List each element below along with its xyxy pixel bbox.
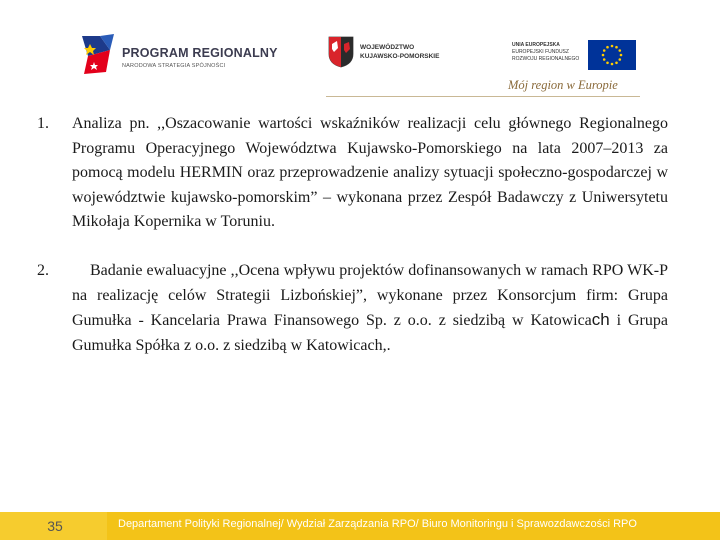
page-number: 35	[47, 518, 63, 534]
header-divider	[326, 96, 640, 97]
slogan: Mój region w Europie	[508, 78, 618, 92]
wojewodztwo-line1: WOJEWÓDZTWO	[360, 44, 415, 51]
eu-logo-text	[512, 42, 579, 63]
logo-bar	[0, 0, 720, 100]
footer-text: Departament Polityki Regionalnej/ Wydział Zarządzania RPO/ Biuro Monitoringu i Sprawozdawczości RPO	[118, 518, 637, 530]
program-regionalny-title: PROGRAM REGIONALNY	[122, 46, 278, 60]
wojewodztwo-line2: KUJAWSKO-POMORSKIE	[360, 53, 440, 60]
program-regionalny-subtitle: NARODOWA STRATEGIA SPÓJNOŚCI	[122, 63, 226, 69]
wojewodztwo-text	[360, 43, 439, 61]
eu-logo-line2: EUROPEJSKI FUNDUSZ	[512, 49, 569, 55]
eu-logo-line3: ROZWOJU REGIONALNEGO	[512, 56, 580, 62]
program-regionalny-mark-icon	[80, 30, 116, 78]
list-item-text: Badanie ewaluacyjne ,,Ocena wpływu projektów dofinansowanych w ramach RPO WK-P na realizację celów Strategii Lizbońskiej”, wykonane przez Konsorcjum firm: Grupa Gumułka - Kancelaria Prawa Finansowego Sp. z o.o. z siedzibą w Katowica	[72, 261, 668, 330]
list-item-text: Analiza pn. ,,Oszacowanie wartości wskaźników realizacji celu głównego Regionalnego Programu Operacyjnego Województwa Kujawsko-Pomorskiego na lata 2007–2013 za pomocą modelu HERMIN oraz przeprowadzenie analizy sytuacji społeczno-gospodarczej w województwie kujawsko-pomorskim” – wykonana przez Zespół Badawczy z Uniwersytetu Mikołaja Kopernika w Toruniu.	[72, 115, 668, 231]
eu-flag-icon	[588, 40, 636, 70]
eu-logo-line1: UNIA EUROPEJSKA	[512, 42, 560, 48]
content	[28, 112, 668, 358]
list-item-text-sans-fragment: ch	[591, 310, 610, 330]
list-item-number: 2.	[37, 261, 49, 279]
program-regionalny-logo	[80, 30, 280, 80]
eu-logo	[512, 40, 642, 70]
list-item-number: 1.	[37, 115, 49, 132]
list-item	[28, 112, 668, 235]
coat-of-arms-icon	[328, 36, 354, 68]
footer-bar	[0, 512, 720, 540]
list-item	[28, 259, 668, 358]
wojewodztwo-logo	[328, 36, 478, 76]
list-item-text-end: i Grupa Gumułka Spółka z o.o. z siedzibą w Katowicach,.	[72, 312, 668, 354]
